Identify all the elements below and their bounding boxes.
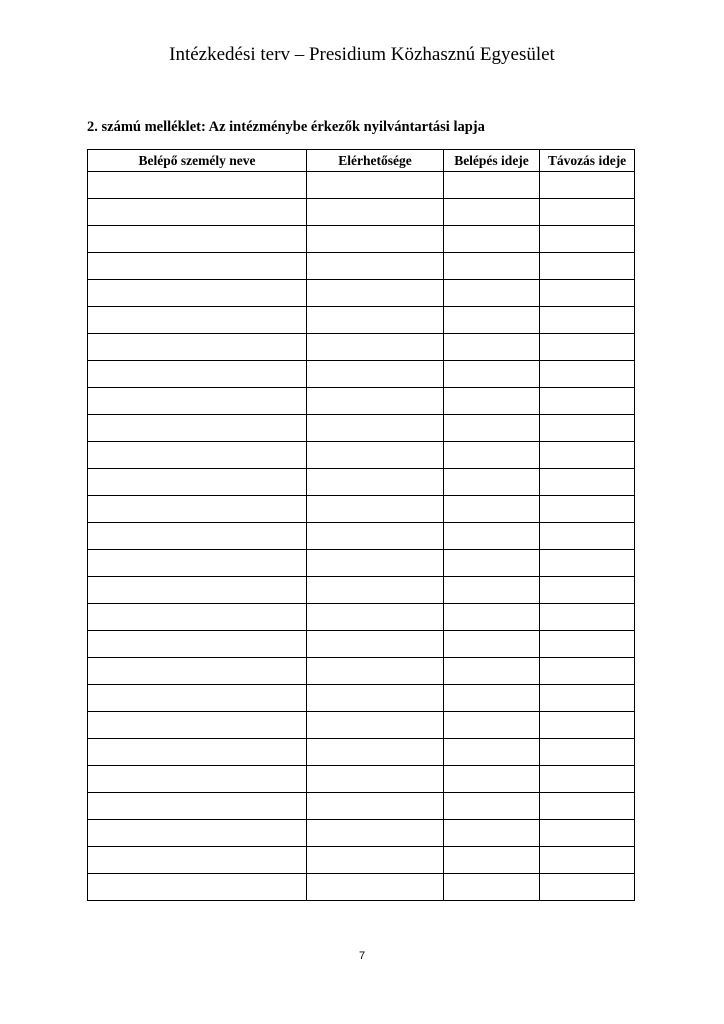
table-row — [88, 226, 635, 253]
cell-contact — [307, 820, 444, 847]
cell-name — [88, 361, 307, 388]
cell-contact — [307, 226, 444, 253]
table-row — [88, 469, 635, 496]
cell-entry-time — [444, 307, 540, 334]
table-row — [88, 415, 635, 442]
cell-exit-time — [540, 550, 635, 577]
cell-exit-time — [540, 766, 635, 793]
cell-exit-time — [540, 820, 635, 847]
cell-exit-time — [540, 793, 635, 820]
cell-exit-time — [540, 523, 635, 550]
cell-contact — [307, 766, 444, 793]
table-row — [88, 631, 635, 658]
cell-name — [88, 874, 307, 901]
column-header-name: Belépő személy neve — [88, 150, 307, 172]
table-row — [88, 820, 635, 847]
cell-contact — [307, 604, 444, 631]
column-header-exit-time: Távozás ideje — [540, 150, 635, 172]
cell-entry-time — [444, 604, 540, 631]
cell-exit-time — [540, 199, 635, 226]
cell-contact — [307, 793, 444, 820]
cell-entry-time — [444, 253, 540, 280]
cell-exit-time — [540, 334, 635, 361]
table-row — [88, 280, 635, 307]
cell-contact — [307, 658, 444, 685]
cell-entry-time — [444, 739, 540, 766]
cell-entry-time — [444, 712, 540, 739]
cell-exit-time — [540, 253, 635, 280]
cell-entry-time — [444, 469, 540, 496]
cell-contact — [307, 415, 444, 442]
cell-exit-time — [540, 361, 635, 388]
visitor-log-table — [87, 149, 635, 901]
cell-contact — [307, 550, 444, 577]
cell-name — [88, 631, 307, 658]
table-row — [88, 874, 635, 901]
cell-exit-time — [540, 307, 635, 334]
cell-contact — [307, 280, 444, 307]
cell-entry-time — [444, 334, 540, 361]
cell-name — [88, 496, 307, 523]
cell-name — [88, 847, 307, 874]
cell-exit-time — [540, 388, 635, 415]
table-row — [88, 523, 635, 550]
cell-exit-time — [540, 739, 635, 766]
cell-exit-time — [540, 658, 635, 685]
cell-exit-time — [540, 442, 635, 469]
cell-exit-time — [540, 685, 635, 712]
cell-entry-time — [444, 280, 540, 307]
cell-exit-time — [540, 847, 635, 874]
cell-name — [88, 604, 307, 631]
cell-entry-time — [444, 415, 540, 442]
cell-contact — [307, 712, 444, 739]
cell-entry-time — [444, 442, 540, 469]
table-row — [88, 361, 635, 388]
cell-name — [88, 334, 307, 361]
cell-entry-time — [444, 172, 540, 199]
cell-entry-time — [444, 685, 540, 712]
cell-name — [88, 793, 307, 820]
cell-name — [88, 658, 307, 685]
cell-contact — [307, 874, 444, 901]
cell-name — [88, 226, 307, 253]
table-row — [88, 793, 635, 820]
cell-contact — [307, 253, 444, 280]
cell-exit-time — [540, 496, 635, 523]
table-row — [88, 658, 635, 685]
cell-exit-time — [540, 631, 635, 658]
cell-name — [88, 280, 307, 307]
table-row — [88, 550, 635, 577]
cell-name — [88, 766, 307, 793]
table-row — [88, 685, 635, 712]
cell-entry-time — [444, 793, 540, 820]
cell-name — [88, 550, 307, 577]
cell-contact — [307, 685, 444, 712]
table-row — [88, 604, 635, 631]
cell-contact — [307, 361, 444, 388]
cell-name — [88, 253, 307, 280]
section-title: 2. számú melléklet: Az intézménybe érkezők nyilvántartási lapja — [87, 119, 485, 135]
cell-contact — [307, 847, 444, 874]
table-row — [88, 172, 635, 199]
table-row — [88, 739, 635, 766]
cell-exit-time — [540, 226, 635, 253]
cell-contact — [307, 577, 444, 604]
cell-name — [88, 469, 307, 496]
cell-entry-time — [444, 496, 540, 523]
cell-entry-time — [444, 550, 540, 577]
cell-entry-time — [444, 820, 540, 847]
cell-entry-time — [444, 874, 540, 901]
cell-entry-time — [444, 199, 540, 226]
cell-exit-time — [540, 280, 635, 307]
cell-entry-time — [444, 226, 540, 253]
cell-entry-time — [444, 766, 540, 793]
cell-exit-time — [540, 577, 635, 604]
table-row — [88, 577, 635, 604]
column-header-contact: Elérhetősége — [307, 150, 444, 172]
cell-entry-time — [444, 577, 540, 604]
cell-entry-time — [444, 658, 540, 685]
table-row — [88, 253, 635, 280]
cell-contact — [307, 307, 444, 334]
cell-contact — [307, 334, 444, 361]
cell-contact — [307, 172, 444, 199]
cell-contact — [307, 469, 444, 496]
cell-contact — [307, 739, 444, 766]
cell-name — [88, 577, 307, 604]
cell-name — [88, 820, 307, 847]
table-row — [88, 199, 635, 226]
table-row — [88, 712, 635, 739]
table-row — [88, 307, 635, 334]
cell-name — [88, 199, 307, 226]
cell-entry-time — [444, 523, 540, 550]
cell-name — [88, 442, 307, 469]
cell-contact — [307, 496, 444, 523]
cell-exit-time — [540, 874, 635, 901]
cell-entry-time — [444, 631, 540, 658]
cell-name — [88, 685, 307, 712]
cell-entry-time — [444, 361, 540, 388]
page-header: Intézkedési terv – Presidium Közhasznú Egyesület — [169, 44, 555, 65]
cell-entry-time — [444, 847, 540, 874]
table-row — [88, 334, 635, 361]
cell-exit-time — [540, 172, 635, 199]
column-header-entry-time: Belépés ideje — [444, 150, 540, 172]
cell-exit-time — [540, 712, 635, 739]
cell-exit-time — [540, 469, 635, 496]
cell-contact — [307, 523, 444, 550]
page-number: 7 — [358, 950, 366, 962]
cell-name — [88, 415, 307, 442]
cell-exit-time — [540, 604, 635, 631]
cell-name — [88, 712, 307, 739]
table-body — [88, 172, 635, 901]
cell-name — [88, 523, 307, 550]
cell-contact — [307, 442, 444, 469]
table-header-row — [88, 150, 635, 172]
table-row — [88, 847, 635, 874]
cell-name — [88, 307, 307, 334]
cell-name — [88, 388, 307, 415]
cell-contact — [307, 631, 444, 658]
table-row — [88, 766, 635, 793]
cell-contact — [307, 199, 444, 226]
table-row — [88, 442, 635, 469]
table-row — [88, 496, 635, 523]
cell-name — [88, 172, 307, 199]
cell-entry-time — [444, 388, 540, 415]
cell-contact — [307, 388, 444, 415]
table-row — [88, 388, 635, 415]
cell-name — [88, 739, 307, 766]
cell-exit-time — [540, 415, 635, 442]
